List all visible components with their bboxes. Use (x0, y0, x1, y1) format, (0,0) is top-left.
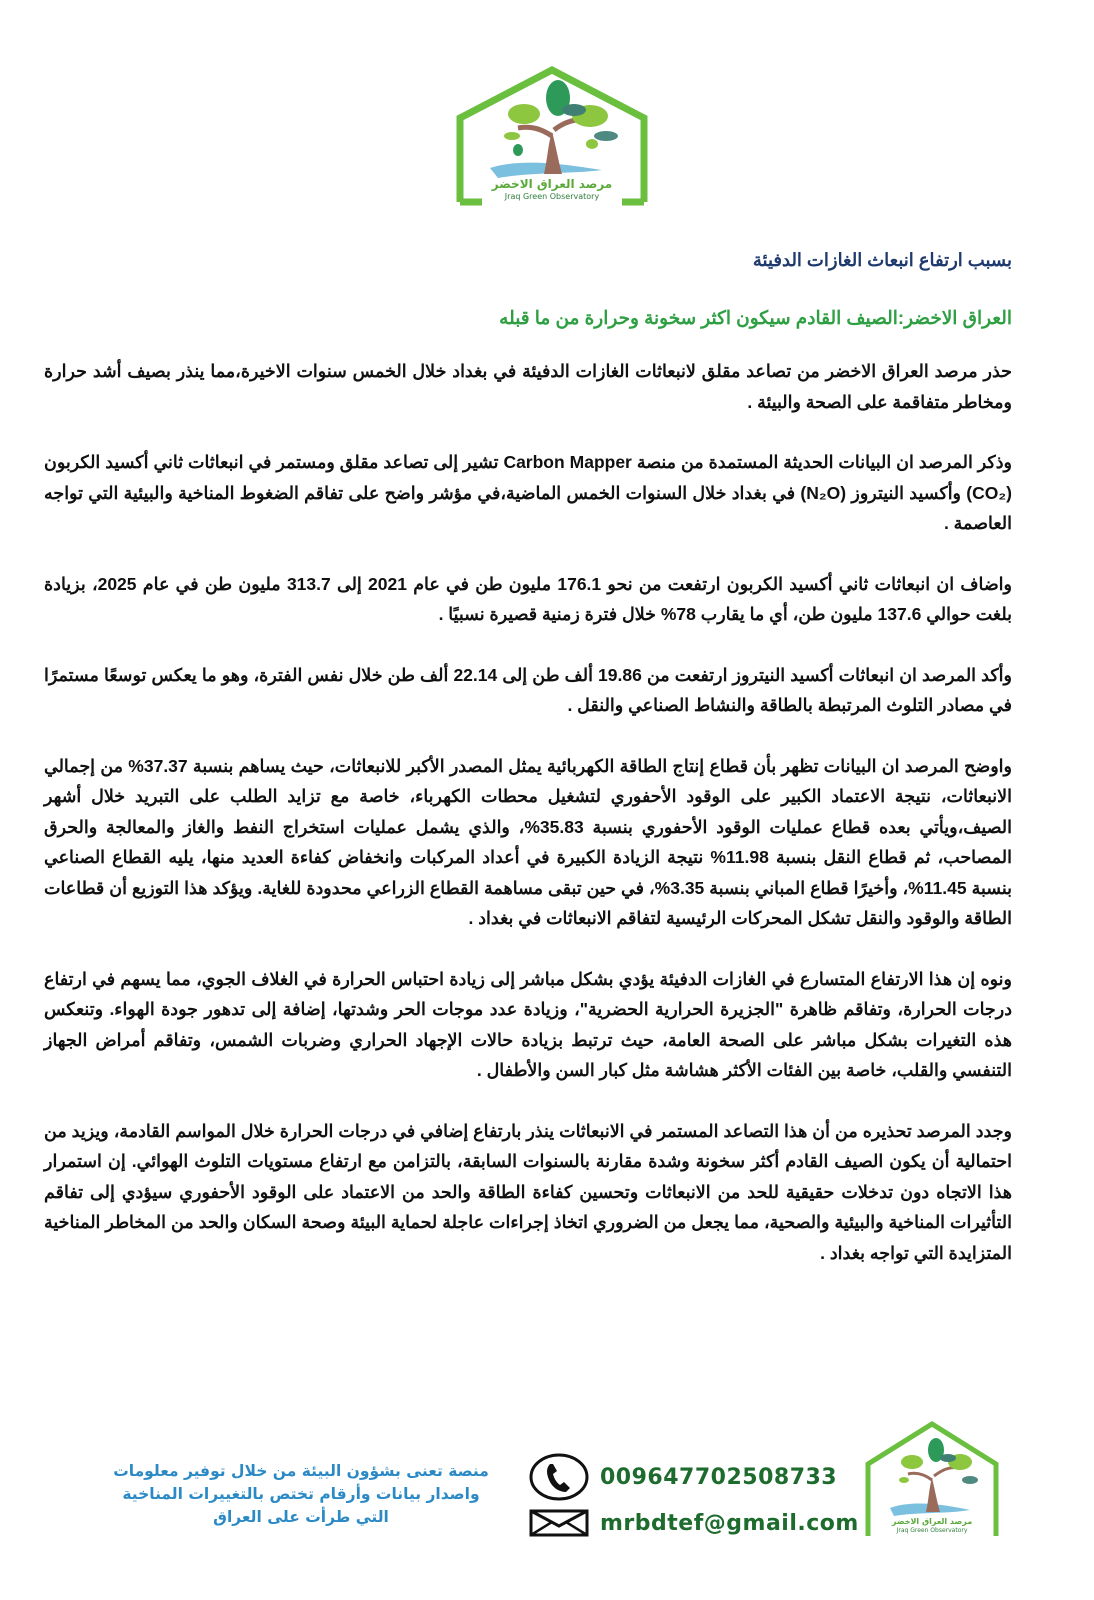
paragraph: واوضح المرصد ان البيانات تظهر بأن قطاع إنتاج الطاقة الكهربائية يمثل المصدر الأكبر للانبعاثات، حيث يساهم بنسبة 37.37% من إجمالي الانبعاثات، نتيجة الاعتماد الكبير على الوقود الأحفوري لتشغيل محطات الكهرباء، خاصة مع تزايد الطلب على التبريد خلال أشهر الصيف،ويأتي بعده قطاع عمليات الوقود الأحفوري بنسبة 35.83%، والذي يشمل عمليات استخراج النفط والغاز والمعالجة والحرق المصاحب، ثم قطاع النقل بنسبة 11.98% نتيجة الزيادة الكبيرة في أعداد المركبات وانخفاض كفاءة العديد منها، يليه القطاع الصناعي بنسبة 11.45%، وأخيرًا قطاع المباني بنسبة 3.35%، في حين تبقى مساهمة القطاع الزراعي محدودة للغاية. ويؤكد هذا التوزيع أن قطاعات الطاقة والوقود والنقل تشكل المحركات الرئيسية لتفاقم الانبعاثات في بغداد . (44, 755, 1012, 928)
paragraph: واضاف ان انبعاثات ثاني أكسيد الكربون ارتفعت من نحو 176.1 مليون طن في عام 2021 إلى 313.7 مليون طن في عام 2025، بزيادة بلغت حوالي 137.6 مليون طن، أي ما يقارب 78% خلال فترة زمنية قصيرة نسبيًا . (44, 573, 1012, 624)
footer (0, 1420, 1094, 1570)
article (44, 248, 1012, 1298)
footer-tagline (86, 1460, 516, 1529)
contact-phone (528, 1452, 837, 1502)
contact-email (528, 1508, 859, 1538)
email-address[interactable]: mrbdtef@gmail.com (600, 1510, 859, 1536)
paragraph: وذكر المرصد ان البيانات الحديثة المستمدة من منصة Carbon Mapper تشير إلى تصاعد مقلق ومستمر في انبعاثات ثاني أكسيد الكربون (CO₂) وأكسيد النيتروز (N₂O) في بغداد خلال السنوات الخمس الماضية،في مؤشر واضح على تفاقم الضغوط المناخية والبيئية التي تواجه العاصمة . (44, 452, 1012, 533)
tree-house-logo-icon (452, 66, 652, 206)
svg-text:مرصد العراق الاخضر: مرصد العراق الاخضر (891, 1517, 973, 1526)
tagline-line: التي طرأت على العراق (213, 1508, 389, 1526)
paragraph: ونوه إن هذا الارتفاع المتسارع في الغازات الدفيئة يؤدي بشكل مباشر إلى زيادة احتباس الحرارة في الغلاف الجوي، مما يسهم في ارتفاع درجات الحرارة، وتفاقم ظاهرة "الجزيرة الحرارية الحضرية"، وزيادة عدد موجات الحر وشدتها، إضافة إلى تدهور جودة الهواء. وتنعكس هذه التغيرات بشكل مباشر على الصحة العامة، حيث ترتبط بزيادة حالات الإجهاد الحراري وضربات الشمس، وتفاقم أمراض الجهاز التنفسي والقلب، خاصة بين الفئات الأكثر هشاشة مثل كبار السن والأطفال . (44, 968, 1012, 1080)
envelope-icon (528, 1508, 590, 1538)
phone-number[interactable]: 009647702508733 (600, 1464, 838, 1490)
tree-house-logo-icon (862, 1420, 1002, 1538)
article-headline: بسبب ارتفاع انبعاث الغازات الدفيئة (752, 250, 1012, 270)
observatory-logo (452, 66, 652, 206)
tagline-line: واصدار بيانات وأرقام تختص بالتغييرات المناخية (122, 1485, 480, 1503)
svg-text:Jraq Green Observatory: Jraq Green Observatory (896, 1527, 968, 1534)
paragraph: وأكد المرصد ان انبعاثات أكسيد النيتروز ارتفعت من 19.86 ألف طن إلى 22.14 ألف طن خلال نفس الفترة، وهو ما يعكس توسعًا مستمرًا في مصادر التلوث المرتبطة بالطاقة والنشاط الصناعي والنقل . (44, 664, 1012, 715)
paragraph: حذر مرصد العراق الاخضر من تصاعد مقلق لانبعاثات الغازات الدفيئة في بغداد خلال الخمس سنوات الاخيرة،مما ينذر بصيف أشد حرارة ومخاطر متفاقمة على الصحة والبيئة . (44, 361, 1012, 412)
article-subheadline: العراق الاخضر:الصيف القادم سيكون اكثر سخونة وحرارة من ما قبله (499, 307, 1012, 328)
footer-logo (862, 1420, 1002, 1538)
svg-text:مرصد العراق الاخضر: مرصد العراق الاخضر (491, 177, 613, 191)
svg-text:Jraq Green Observatory: Jraq Green Observatory (504, 192, 600, 201)
tagline-line: منصة تعنى بشؤون البيئة من خلال توفير معلومات (113, 1462, 489, 1480)
phone-icon (528, 1452, 590, 1502)
paragraph: وجدد المرصد تحذيره من أن هذا التصاعد المستمر في الانبعاثات ينذر بارتفاع إضافي في درجات الحرارة خلال المواسم القادمة، ويزيد من احتمالية أن يكون الصيف القادم أكثر سخونة وشدة مقارنة بالسنوات السابقة، بالتزامن مع ارتفاع مستويات التلوث الهوائي. إن استمرار هذا الاتجاه دون تدخلات حقيقية للحد من الانبعاثات وتحسين كفاءة الطاقة والحد من الاعتماد على الوقود الأحفوري سيؤدي إلى تفاقم التأثيرات المناخية والبيئية والصحية، مما يجعل من الضروري اتخاذ إجراءات عاجلة لحماية البيئة وصحة السكان والحد من المخاطر المناخية المتزايدة التي تواجه بغداد . (44, 1120, 1012, 1263)
